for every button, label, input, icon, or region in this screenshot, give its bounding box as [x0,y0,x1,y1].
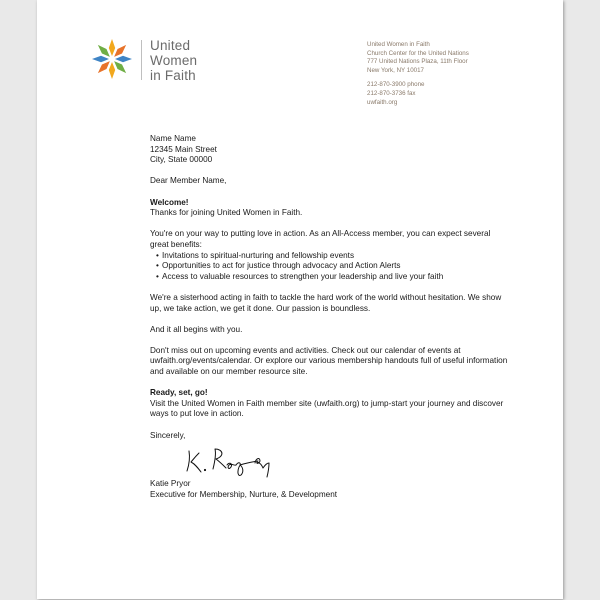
logo-divider [141,40,142,80]
begins-paragraph: And it all begins with you. [150,324,243,334]
sisterhood-paragraph: We're a sisterhood acting in faith to tackle the hard work of the world without hesitation. We show up, we take action, we get it done. Our passion is boundless. [150,292,502,313]
benefit-item: • Opportunities to act for justice through advocacy and Action Alerts [156,261,510,272]
ready-paragraph: Visit the United Women in Faith member site (uwfaith.org) to jump-start your journey and discover ways to put love in action. [150,398,504,419]
contact-street: 777 United Nations Plaza, 11th Floor [367,58,468,66]
contact-center: Church Center for the United Nations [367,49,469,57]
contact-org: United Women in Faith [367,41,430,48]
contact-fax: 212-870-3736 fax [367,89,416,97]
welcome-text: Thanks for joining United Women in Faith. [150,208,303,218]
address-line-3: City, State 00000 [150,155,213,165]
signer-title: Executive for Membership, Nurture, & Development [150,489,338,499]
logo-line-2: Women [150,53,198,68]
benefits-list [150,251,510,283]
greeting: Dear Member Name, [150,176,227,186]
handwritten-signature [183,441,283,479]
contact-city: New York, NY 10017 [367,66,424,74]
logo-line-3: in Faith [150,68,196,83]
contact-block [367,41,469,107]
ready-heading: Ready, set, go! [150,388,208,398]
address-line-2: 12345 Main Street [150,144,217,154]
intro-paragraph: You're on your way to putting love in action. As an All-Access member, you can expect several great benefits: [150,229,491,249]
letter-page [37,0,563,599]
benefit-item: • Invitations to spiritual-nurturing and fellowship events [156,251,510,262]
united-women-in-faith-logo-icon [91,38,133,80]
closing: Sincerely, [150,430,186,440]
events-paragraph: Don't miss out on upcoming events and activities. Check out our calendar of events at uwfaith.org/events/calendar. Or explore our various membership handouts full of useful information and available on our member resource site. [150,345,508,377]
contact-phone: 212-870-3900 phone [367,81,425,89]
logo-line-1: United [150,38,191,53]
signer-name: Katie Pryor [150,479,191,489]
welcome-heading: Welcome! [150,197,189,207]
contact-site[interactable]: uwfaith.org [367,98,398,106]
benefit-item: • Access to valuable resources to strengthen your leadership and live your faith [156,272,510,283]
logo-wordmark [150,38,197,83]
address-line-1: Name Name [150,134,196,143]
